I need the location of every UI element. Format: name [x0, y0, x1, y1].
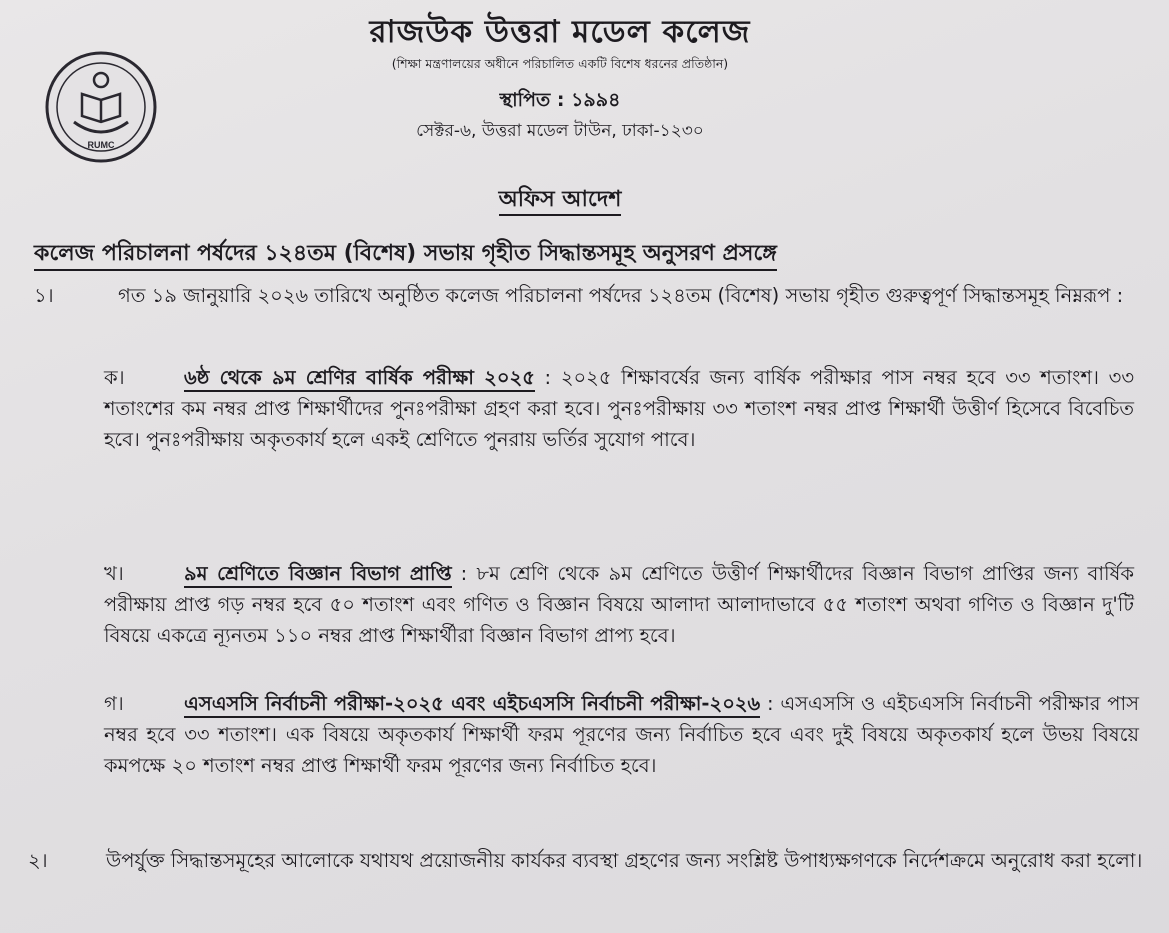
decision-item-ka: ক। ৬ষ্ঠ থেকে ৯ম শ্রেণির বার্ষিক পরীক্ষা ২০২৫ : ২০২৫ শিক্ষাবর্ষের জন্য বার্ষিক পরীক্ষার পাস নম্বর হবে ৩৩ শতাংশ। ৩৩ শতাংশের কম নম্বর প্রাপ্ত শিক্ষার্থীদের পুনঃপরীক্ষা গ্রহণ করা হবে। পুনঃপরীক্ষায় ৩৩ শতাংশ নম্বর প্রাপ্ত শিক্ষার্থী উত্তীর্ণ হিসেবে বিবেচিত হবে। পুনঃপরীক্ষায় অকৃতকার্য হলে একই শ্রেণিতে পুনরায় ভর্তির সুযোগ পাবে।	[104, 362, 1134, 456]
item-heading: ৬ষ্ঠ থেকে ৯ম শ্রেণির বার্ষিক পরীক্ষা ২০২৫	[184, 366, 535, 392]
paragraph-2	[20, 846, 1155, 875]
paragraph-text: উপর্যুক্ত সিদ্ধান্তসমূহের আলোকে যথাযথ প্রয়োজনীয় কার্যকর ব্যবস্থা গ্রহণের জন্য সংশ্লিষ্ট উপাধ্যক্ষগণকে নির্দেশক্রমে অনুরোধ করা হলো।	[106, 849, 1143, 872]
item-text: ২০২৫ শিক্ষাবর্ষের জন্য বার্ষিক পরীক্ষার পাস নম্বর হবে ৩৩ শতাংশ। ৩৩ শতাংশের কম নম্বর প্রাপ্ত শিক্ষার্থীদের পুনঃপরীক্ষা গ্রহণ করা হবে। পুনঃপরীক্ষায় ৩৩ শতাংশ নম্বর প্রাপ্ত শিক্ষার্থী উত্তীর্ণ হিসেবে বিবেচিত হবে। পুনঃপরীক্ষায় অকৃতকার্য হলে একই শ্রেণিতে পুনরায় ভর্তির সুযোগ পাবে।	[104, 366, 1135, 452]
item-number: ক।	[104, 366, 125, 389]
paragraph-text: গত ১৯ জানুয়ারি ২০২৬ তারিখে অনুষ্ঠিত কলেজ পরিচালনা পর্ষদের ১২৪তম (বিশেষ) সভায় গৃহীত গুরুত্বপূর্ণ সিদ্ধান্তসমূহ নিম্নরূপ :	[118, 284, 1124, 307]
order-title: অফিস আদেশ	[470, 182, 650, 219]
item-heading: ৯ম শ্রেণিতে বিজ্ঞান বিভাগ প্রাপ্তি	[184, 562, 452, 588]
paragraph-number: ২।	[28, 849, 48, 872]
paragraph-1	[20, 281, 1135, 310]
decision-item-kha: খ। ৯ম শ্রেণিতে বিজ্ঞান বিভাগ প্রাপ্তি : ৮ম শ্রেণি থেকে ৯ম শ্রেণিতে উত্তীর্ণ শিক্ষার্থীদের বিজ্ঞান বিভাগ প্রাপ্তির জন্য বার্ষিক পরীক্ষায় প্রাপ্ত গড় নম্বর হবে ৫০ শতাংশ এবং গণিত ও বিজ্ঞান বিষয়ে আলাদা আলাদাভাবে ৫৫ শতাংশ অথবা গণিত ও বিজ্ঞান দু'টি বিষয়ে একত্রে ন্যূনতম ১১০ নম্বর প্রাপ্ত শিক্ষার্থীরা বিজ্ঞান বিভাগ প্রাপ্য হবে।	[104, 558, 1134, 652]
svg-text:RUMC: RUMC	[87, 140, 115, 150]
item-text: ৮ম শ্রেণি থেকে ৯ম শ্রেণিতে উত্তীর্ণ শিক্ষার্থীদের বিজ্ঞান বিভাগ প্রাপ্তির জন্য বার্ষিক পরীক্ষায় প্রাপ্ত গড় নম্বর হবে ৫০ শতাংশ এবং গণিত ও বিজ্ঞান বিষয়ে আলাদা আলাদাভাবে ৫৫ শতাংশ অথবা গণিত ও বিজ্ঞান দু'টি বিষয়ে একত্রে ন্যূনতম ১১০ নম্বর প্রাপ্ত শিক্ষার্থীরা বিজ্ঞান বিভাগ প্রাপ্য হবে।	[104, 562, 1135, 648]
college-address: সেক্টর-৬, উত্তরা মডেল টাউন, ঢাকা-১২৩০	[416, 121, 704, 141]
established-year: স্থাপিত : ১৯৯৪	[499, 89, 621, 111]
decision-item-ga: গ। এসএসসি নির্বাচনী পরীক্ষা-২০২৫ এবং এইচএসসি নির্বাচনী পরীক্ষা-২০২৬ : এসএসসি ও এইচএসসি নির্বাচনী পরীক্ষার পাস নম্বর হবে ৩৩ শতাংশ। এক বিষয়ে অকৃতকার্য শিক্ষার্থী ফরম পূরণের জন্য নির্বাচিত হবে এবং দুই বিষয়ে অকৃতকার্য হলে উভয় বিষয়ে কমপক্ষে ২০ শতাংশ নম্বর প্রাপ্ত শিক্ষার্থী ফরম পূরণের জন্য নির্বাচিত হবে।	[104, 688, 1139, 782]
item-text: এসএসসি ও এইচএসসি নির্বাচনী পরীক্ষার পাস নম্বর হবে ৩৩ শতাংশ। এক বিষয়ে অকৃতকার্য শিক্ষার্থী ফরম পূরণের জন্য নির্বাচিত হবে এবং দুই বিষয়ে অকৃতকার্য হলে উভয় বিষয়ে কমপক্ষে ২০ শতাংশ নম্বর প্রাপ্ত শিক্ষার্থী ফরম পূরণের জন্য নির্বাচিত হবে।	[104, 692, 1140, 778]
paragraph-number: ১।	[34, 284, 54, 307]
college-subtitle: (শিক্ষা মন্ত্রণালয়ের অধীনে পরিচালিত একটি বিশেষ ধরনের প্রতিষ্ঠান)	[391, 56, 729, 71]
subject-line: কলেজ পরিচালনা পর্ষদের ১২৪তম (বিশেষ) সভায় গৃহীত সিদ্ধান্তসমূহ অনুসরণ প্রসঙ্গে	[34, 236, 834, 273]
college-name: রাজউক উত্তরা মডেল কলেজ	[369, 14, 751, 50]
item-number: খ।	[104, 562, 124, 585]
college-logo	[44, 50, 158, 164]
item-heading: এসএসসি নির্বাচনী পরীক্ষা-২০২৫ এবং এইচএসসি নির্বাচনী পরীক্ষা-২০২৬	[184, 692, 760, 718]
item-number: গ।	[104, 692, 124, 715]
